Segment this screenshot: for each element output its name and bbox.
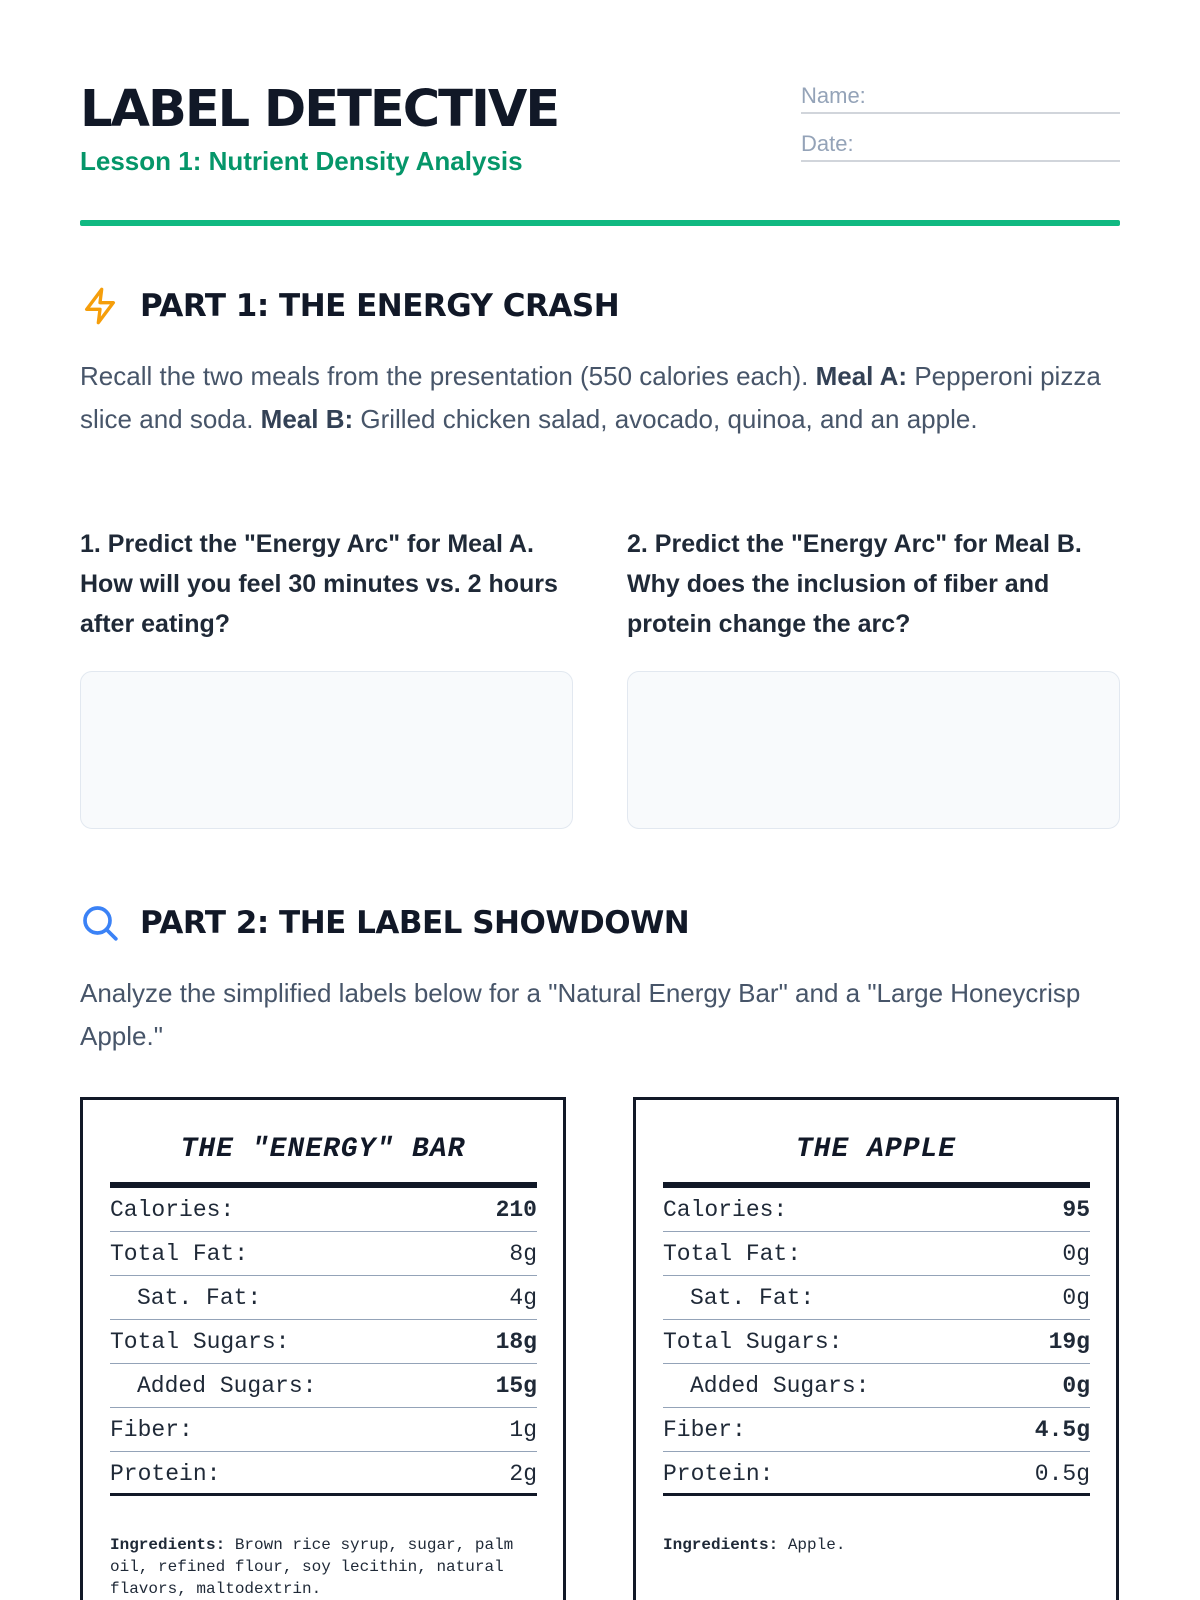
date-label: Date: bbox=[801, 131, 854, 156]
part1-title: PART 1: THE ENERGY CRASH bbox=[140, 288, 620, 324]
nutrition-row-fiber bbox=[110, 1408, 537, 1452]
row-value: 18g bbox=[495, 1329, 537, 1355]
part2-heading bbox=[80, 899, 1120, 949]
part1-heading bbox=[80, 282, 1120, 332]
nutrition-row-sat-fat bbox=[110, 1276, 537, 1320]
row-key: Total Sugars: bbox=[663, 1329, 843, 1355]
part2-intro: Analyze the simplified labels below for a "Natural Energy Bar" and a "Large Honeycrisp Apple." bbox=[80, 978, 1081, 1051]
ingredients-text: Brown rice syrup, sugar, palm oil, refined flour, soy lecithin, natural flavors, maltodextrin. bbox=[110, 1536, 514, 1598]
row-key: Sat. Fat: bbox=[137, 1285, 262, 1311]
row-value: 210 bbox=[495, 1197, 537, 1223]
energy-bar-nutrition-table bbox=[110, 1182, 537, 1496]
header bbox=[80, 80, 1120, 230]
row-key: Calories: bbox=[663, 1197, 788, 1223]
name-label: Name: bbox=[801, 83, 866, 108]
nutrition-row-fiber bbox=[663, 1408, 1090, 1452]
nutrition-row-protein bbox=[110, 1452, 537, 1496]
meal-a-text: Pepperoni pizza slice and soda. bbox=[80, 361, 1101, 434]
meal-b-label: Meal B: bbox=[260, 404, 354, 434]
row-value: 8g bbox=[509, 1241, 537, 1267]
row-key: Fiber: bbox=[110, 1417, 193, 1443]
row-value: 1g bbox=[509, 1417, 537, 1443]
apple-label bbox=[633, 1097, 1119, 1600]
meal-b-text: Grilled chicken salad, avocado, quinoa, and an apple. bbox=[353, 404, 978, 434]
lightning-icon bbox=[80, 286, 120, 326]
row-value: 95 bbox=[1062, 1197, 1090, 1223]
question-1: 1. Predict the "Energy Arc" for Meal A. How will you feel 30 minutes vs. 2 hours after eating? bbox=[80, 530, 558, 638]
page-title: LABEL DETECTIVE bbox=[80, 80, 559, 139]
nutrition-row-calories bbox=[110, 1188, 537, 1232]
answer-box-2[interactable] bbox=[627, 671, 1120, 829]
row-value: 4.5g bbox=[1034, 1417, 1090, 1443]
row-value: 0g bbox=[1062, 1285, 1090, 1311]
nutrition-row-calories bbox=[663, 1188, 1090, 1232]
row-key: Total Sugars: bbox=[110, 1329, 290, 1355]
name-date-fields bbox=[801, 80, 1120, 176]
row-key: Protein: bbox=[110, 1461, 221, 1487]
row-value: 0g bbox=[1062, 1373, 1090, 1399]
row-key: Fiber: bbox=[663, 1417, 746, 1443]
ingredients-label: Ingredients: bbox=[110, 1536, 226, 1554]
row-value: 2g bbox=[509, 1461, 537, 1487]
nutrition-row-added-sugars bbox=[110, 1364, 537, 1408]
magnifier-icon bbox=[80, 903, 120, 943]
answer-box-1[interactable] bbox=[80, 671, 573, 829]
row-key: Total Fat: bbox=[110, 1241, 249, 1267]
date-field[interactable] bbox=[801, 128, 1120, 162]
name-field[interactable] bbox=[801, 80, 1120, 114]
ingredients-text: Apple. bbox=[778, 1536, 846, 1554]
row-value: 19g bbox=[1048, 1329, 1090, 1355]
part2-title: PART 2: THE LABEL SHOWDOWN bbox=[140, 905, 690, 941]
row-key: Added Sugars: bbox=[690, 1373, 870, 1399]
row-value: 4g bbox=[509, 1285, 537, 1311]
ingredients-label: Ingredients: bbox=[663, 1536, 779, 1554]
nutrition-row-sat-fat bbox=[663, 1276, 1090, 1320]
energy-bar-ingredients bbox=[110, 1534, 537, 1600]
energy-bar-label-title: THE "ENERGY" BAR bbox=[180, 1134, 466, 1165]
nutrition-row-added-sugars bbox=[663, 1364, 1090, 1408]
nutrition-row-total-fat bbox=[110, 1232, 537, 1276]
nutrition-row-total-fat bbox=[663, 1232, 1090, 1276]
nutrition-row-total-sugars bbox=[110, 1320, 537, 1364]
energy-bar-label bbox=[80, 1097, 566, 1600]
header-divider bbox=[80, 220, 1120, 226]
meal-a-label: Meal A: bbox=[815, 361, 908, 391]
question-2: 2. Predict the "Energy Arc" for Meal B. Why does the inclusion of fiber and protein change the arc? bbox=[627, 530, 1082, 638]
worksheet-page bbox=[80, 0, 1120, 1600]
row-key: Total Fat: bbox=[663, 1241, 802, 1267]
row-value: 0g bbox=[1062, 1241, 1090, 1267]
row-key: Added Sugars: bbox=[137, 1373, 317, 1399]
apple-nutrition-table bbox=[663, 1182, 1090, 1496]
row-value: 0.5g bbox=[1034, 1461, 1090, 1487]
apple-ingredients bbox=[663, 1534, 1090, 1556]
row-key: Calories: bbox=[110, 1197, 235, 1223]
row-value: 15g bbox=[495, 1373, 537, 1399]
nutrition-row-total-sugars bbox=[663, 1320, 1090, 1364]
lesson-subtitle: Lesson 1: Nutrient Density Analysis bbox=[80, 146, 523, 176]
part1-intro bbox=[80, 355, 1120, 441]
row-key: Sat. Fat: bbox=[690, 1285, 815, 1311]
apple-label-title: THE APPLE bbox=[795, 1134, 957, 1165]
nutrition-row-protein bbox=[663, 1452, 1090, 1496]
row-key: Protein: bbox=[663, 1461, 774, 1487]
intro-text: Recall the two meals from the presentation (550 calories each). bbox=[80, 361, 816, 391]
